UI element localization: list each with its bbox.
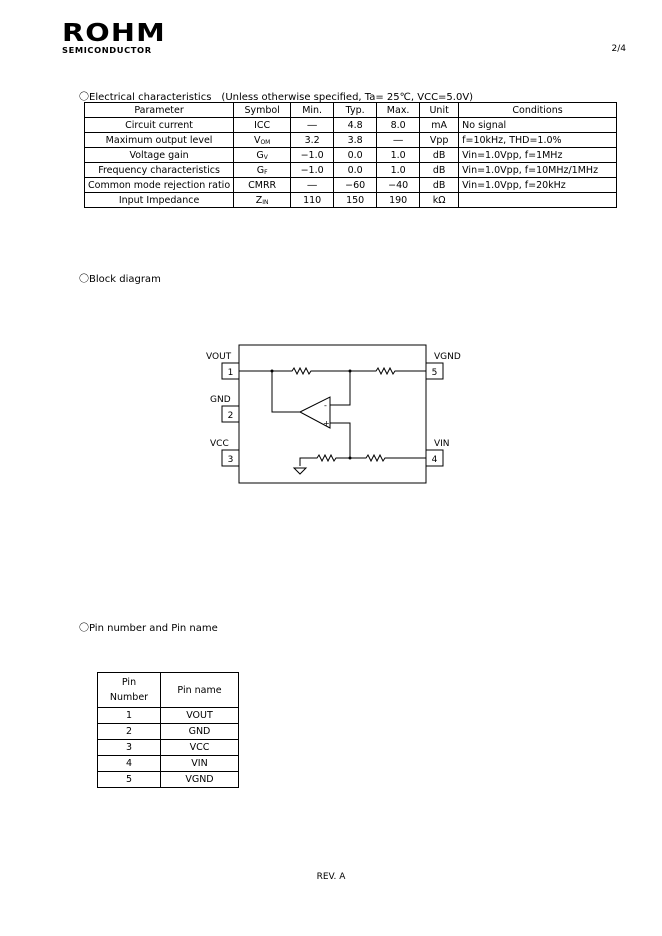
pin-number-header	[98, 673, 161, 708]
param-cell: Frequency characteristics	[85, 163, 234, 178]
table-row	[85, 193, 617, 208]
unit-cell: dB	[420, 178, 459, 193]
typ-cell: 0.0	[334, 163, 377, 178]
conditions-cell	[459, 193, 617, 208]
pin-number-cell: 3	[98, 740, 161, 756]
node-dot	[349, 457, 352, 460]
table-row	[98, 772, 239, 788]
pin-table	[97, 672, 239, 788]
ic-outline	[239, 345, 426, 483]
table-row	[85, 148, 617, 163]
symbol-main: ICC	[254, 119, 271, 131]
pin-table-header	[98, 673, 239, 708]
typ-cell: 3.8	[334, 133, 377, 148]
pin-name-cell: VGND	[161, 772, 239, 788]
pin-number-1: 1	[227, 368, 234, 378]
rohm-logo	[62, 18, 166, 55]
pin-header-line2: Number	[109, 692, 149, 703]
pin-header-line1: Pin	[121, 677, 137, 688]
pin-name-cell: VIN	[161, 756, 239, 772]
unit-cell: kΩ	[420, 193, 459, 208]
opamp-minus-label: -	[324, 401, 327, 410]
symbol-sub: F	[264, 168, 268, 176]
min-cell: −1.0	[291, 163, 334, 178]
electrical-title: 〇Electrical characteristics (Unless otherwise specified, Ta= 25℃, VCC=5.0V)	[79, 92, 474, 103]
param-cell: Voltage gain	[85, 148, 234, 163]
symbol-main: CMRR	[248, 179, 277, 191]
pin-number-cell: 2	[98, 724, 161, 740]
param-cell: Common mode rejection ratio	[85, 178, 234, 193]
min-cell: 110	[291, 193, 334, 208]
conditions-cell: Vin=1.0Vpp, f=10MHz/1MHz	[459, 163, 617, 178]
param-cell: Maximum output level	[85, 133, 234, 148]
unit-cell: dB	[420, 163, 459, 178]
pin-number-cell: 5	[98, 772, 161, 788]
col-header: Min.	[291, 103, 334, 118]
col-header: Symbol	[234, 103, 291, 118]
max-cell: 1.0	[377, 163, 420, 178]
pin-name-cell: VOUT	[161, 708, 239, 724]
unit-cell: Vpp	[420, 133, 459, 148]
table-row	[98, 756, 239, 772]
pin-label-vcc: VCC	[210, 439, 229, 449]
electrical-table	[84, 102, 617, 208]
typ-cell: −60	[334, 178, 377, 193]
conditions-cell: Vin=1.0Vpp, f=20kHz	[459, 178, 617, 193]
block-diagram	[190, 340, 470, 490]
max-cell: 190	[377, 193, 420, 208]
pin-name-cell: GND	[161, 724, 239, 740]
table-header-row	[85, 103, 617, 118]
min-cell: ―	[291, 178, 334, 193]
col-header: Unit	[420, 103, 459, 118]
node-dot	[349, 370, 352, 373]
table-row	[85, 163, 617, 178]
symbol-main: G	[256, 164, 265, 176]
table-row	[98, 724, 239, 740]
col-header: Max.	[377, 103, 420, 118]
unit-cell: dB	[420, 148, 459, 163]
max-cell: 8.0	[377, 118, 420, 133]
pin-label-vout: VOUT	[206, 352, 232, 362]
col-header: Typ.	[334, 103, 377, 118]
minus-input-line	[330, 371, 350, 405]
table-row	[98, 740, 239, 756]
typ-cell: 0.0	[334, 148, 377, 163]
symbol-main: Z	[255, 194, 263, 206]
pin-number-cell: 1	[98, 708, 161, 724]
block-diagram-title: 〇Block diagram	[79, 274, 161, 285]
pin-number-2: 2	[227, 411, 234, 421]
pin-label-vgnd: VGND	[434, 352, 461, 362]
min-cell: 3.2	[291, 133, 334, 148]
pin-label-vin: VIN	[434, 439, 450, 449]
col-header: Parameter	[85, 103, 234, 118]
max-cell: −40	[377, 178, 420, 193]
ground-icon	[294, 468, 306, 474]
symbol-sub: IN	[262, 198, 269, 206]
node-dot	[271, 370, 274, 373]
logo-main-text: ROHM	[62, 18, 166, 47]
conditions-cell: Vin=1.0Vpp, f=1MHz	[459, 148, 617, 163]
opamp-plus-label: +	[323, 419, 330, 428]
symbol-cell	[234, 178, 291, 193]
param-cell: Input Impedance	[85, 193, 234, 208]
pin-number-4: 4	[431, 455, 438, 465]
pin-table-title: 〇Pin number and Pin name	[79, 623, 218, 634]
min-cell: ―	[291, 118, 334, 133]
revision-footer: REV. A	[316, 872, 346, 882]
pin-label-gnd: GND	[210, 395, 231, 405]
logo-sub-text: SEMICONDUCTOR	[62, 45, 152, 55]
symbol-cell	[234, 148, 291, 163]
pin-name-header: Pin name	[161, 673, 239, 708]
bottom-resistor-line	[300, 455, 426, 466]
conditions-cell: f=10kHz, THD=1.0%	[459, 133, 617, 148]
table-row	[85, 133, 617, 148]
feedback-line	[272, 371, 300, 412]
max-cell: 1.0	[377, 148, 420, 163]
pin-number-cell: 4	[98, 756, 161, 772]
pin-number-5: 5	[431, 368, 438, 378]
col-header: Conditions	[459, 103, 617, 118]
top-resistor-line	[239, 368, 426, 374]
page-number: 2/4	[611, 44, 626, 54]
symbol-cell	[234, 118, 291, 133]
symbol-main: V	[253, 134, 261, 146]
min-cell: −1.0	[291, 148, 334, 163]
symbol-cell	[234, 193, 291, 208]
max-cell: ―	[377, 133, 420, 148]
pin-number-3: 3	[227, 455, 234, 465]
symbol-cell	[234, 163, 291, 178]
param-cell: Circuit current	[85, 118, 234, 133]
conditions-cell: No signal	[459, 118, 617, 133]
plus-input-line	[330, 423, 350, 458]
table-row	[85, 178, 617, 193]
symbol-sub: OM	[260, 138, 271, 146]
symbol-main: G	[256, 149, 264, 161]
typ-cell: 150	[334, 193, 377, 208]
unit-cell: mA	[420, 118, 459, 133]
symbol-cell	[234, 133, 291, 148]
table-row	[85, 118, 617, 133]
symbol-sub: V	[263, 153, 268, 161]
pin-name-cell: VCC	[161, 740, 239, 756]
table-row	[98, 708, 239, 724]
typ-cell: 4.8	[334, 118, 377, 133]
